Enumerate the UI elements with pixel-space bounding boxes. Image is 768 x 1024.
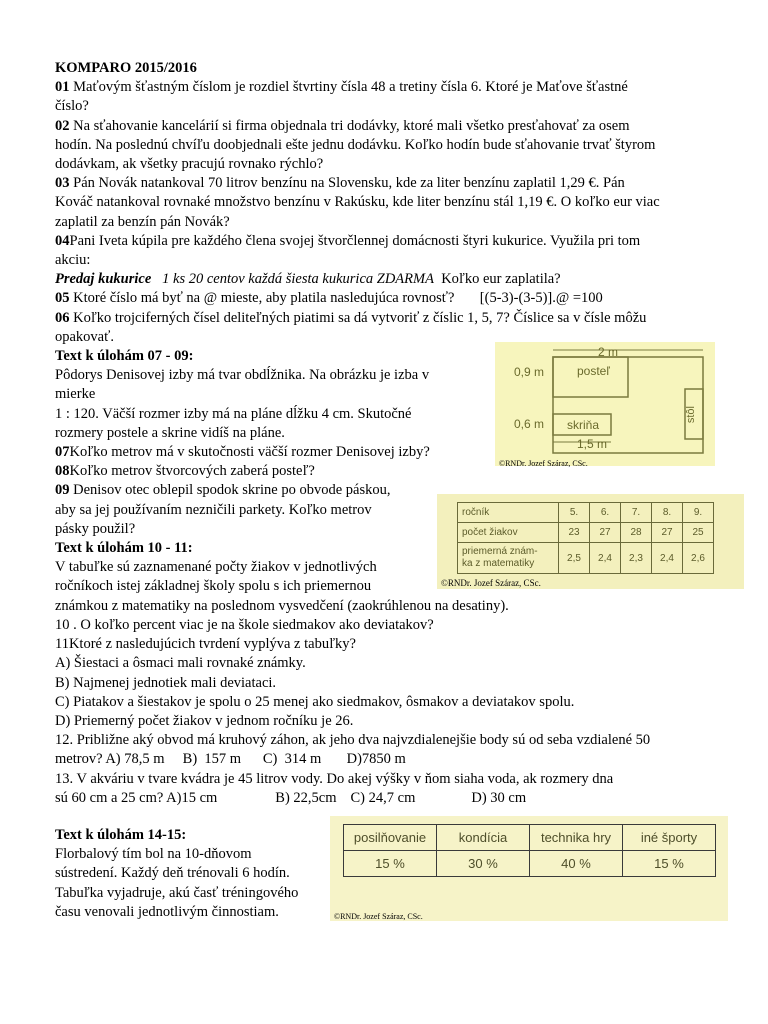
question-01-cont: číslo? — [55, 98, 89, 115]
paragraph-line: Tabuľka vyjadruje, akú časť tréningového — [55, 884, 299, 901]
answer-option-a: sú 60 cm a 25 cm? A)15 cm — [55, 789, 218, 806]
table-cell: 6. — [590, 503, 621, 523]
question-text: Denisov otec oblepil spodok skrine po obvode páskou, — [73, 482, 391, 499]
question-12-options: metrov? A) 78,5 m B) 157 m C) 314 m D)7850 m — [55, 751, 406, 768]
section-heading-07-09: Text k úlohám 07 - 09: — [55, 348, 194, 365]
wardrobe-width-label: 1,5 m — [577, 437, 608, 451]
question-10: 10 . O koľko percent viac je na škole siedmakov ako deviatakov? — [55, 616, 434, 633]
answer-option-c: C) 24,7 cm — [350, 789, 416, 806]
question-text: Maťovým šťastným číslom je rozdiel štvrtiny čísla 48 a tretiny čísla 6. Ktoré je Maťove šťastné — [73, 79, 628, 96]
row-header: ročník — [458, 503, 559, 523]
table-header: technika hry — [530, 825, 623, 851]
promo-title: Predaj kukurice — [55, 271, 152, 288]
table-header: kondícia — [437, 825, 530, 851]
table-row — [458, 523, 714, 543]
paragraph-line: ročníkoch istej základnej školy spolu s ich priemernou — [55, 578, 372, 595]
question-text: Pán Novák natankoval 70 litrov benzínu na Slovensku, kde za liter benzínu zaplatil 1,29 €. Pán — [73, 175, 625, 192]
question-text: Koľko metrov štvorcových zaberá posteľ? — [69, 463, 315, 480]
question-number: 01 — [55, 79, 70, 96]
question-number: 09 — [55, 482, 70, 499]
question-02 — [55, 117, 705, 136]
question-text: Koľko metrov má v skutočnosti väčší rozmer Denisovej izby? — [69, 444, 430, 461]
table-cell: 2,6 — [683, 543, 714, 574]
answer-option-a: A) Šiestaci a ôsmaci mali rovnaké známky. — [55, 655, 306, 672]
answer-option-d: D) Priemerný počet žiakov v jednom ročníku je 26. — [55, 712, 354, 729]
page-title: KOMPARO 2015/2016 — [55, 60, 197, 76]
question-text: Pani Iveta kúpila pre každého člena svojej štvorčlennej domácnosti štyri kukurice. Využila pri tom — [69, 232, 641, 249]
promo-text: 1 ks 20 centov každá šiesta kukurica ZDARMA — [162, 271, 434, 288]
question-05 — [55, 289, 705, 308]
table-cell: 25 — [683, 523, 714, 543]
question-number: 08 — [55, 463, 70, 480]
bed-label: posteľ — [577, 364, 610, 378]
table-cell: 27 — [590, 523, 621, 543]
training-time-table — [343, 824, 716, 877]
question-11: 11Ktoré z nasledujúcich tvrdení vyplýva z tabuľky? — [55, 636, 356, 653]
question-number: 06 — [55, 309, 70, 326]
section-heading-10-11: Text k úlohám 10 - 11: — [55, 540, 193, 557]
question-02-cont: hodín. Na poslednú chvíľu doobjednali ešte jednu dodávku. Koľko hodín bude sťahovanie trvať štyrom — [55, 136, 656, 153]
table-cell: 2,3 — [621, 543, 652, 574]
question-text: Na sťahovanie kancelárií si firma objednala tri dodávky, ktoré mali všetko presťahovať za osem — [73, 117, 630, 134]
question-04 — [55, 232, 705, 251]
question-text: Ktoré číslo má byť na @ mieste, aby platila nasledujúca rovnosť? — [73, 290, 455, 307]
question-03-cont: Kováč natankoval rovnaké množstvo benzínu v Rakúsku, kde liter benzínu stál 1,19 €. O koľko eur viac — [55, 194, 660, 211]
table-row — [458, 543, 714, 574]
paragraph-line: Florbalový tím bol na 10-dňovom — [55, 846, 252, 863]
worksheet — [55, 59, 705, 922]
paragraph-line: 1 : 120. Väčší rozmer izby má na pláne dĺžku 4 cm. Skutočné — [55, 405, 412, 422]
table-cell: 40 % — [530, 851, 623, 877]
table-header: iné športy — [623, 825, 716, 851]
question-number: 03 — [55, 175, 70, 192]
question-04-cont: akciu: — [55, 252, 91, 269]
table-cell: 30 % — [437, 851, 530, 877]
row-header-line: priemerná znám- — [462, 546, 538, 558]
question-number: 04 — [55, 232, 70, 249]
row-header-line: ka z matematiky — [462, 558, 535, 570]
question-text: Koľko eur zaplatila? — [441, 271, 561, 288]
room-plan-figure — [495, 342, 715, 466]
table-cell: 28 — [621, 523, 652, 543]
question-01 — [55, 78, 705, 97]
question-number: 07 — [55, 444, 70, 461]
table-cell: 2,4 — [652, 543, 683, 574]
question-03-cont2: zaplatil za benzín pán Novák? — [55, 213, 230, 230]
question-09-cont: aby sa jej používaním nezničili parkety. Koľko metrov — [55, 501, 372, 518]
table-cell: 5. — [559, 503, 590, 523]
table-cell: 15 % — [623, 851, 716, 877]
class-table-figure — [437, 494, 744, 589]
paragraph-line: rozmery postele a skrine vidíš na pláne. — [55, 424, 285, 441]
table-row — [344, 825, 716, 851]
table-cell: 15 % — [344, 851, 437, 877]
paragraph-line: Pôdorys Denisovej izby má tvar obdĺžnika. Na obrázku je izba v — [55, 367, 430, 384]
question-06 — [55, 309, 705, 328]
wardrobe-depth-label: 0,6 m — [514, 417, 545, 431]
question-13-options — [55, 789, 705, 808]
training-table-figure — [330, 816, 728, 921]
question-09-cont2: pásky použil? — [55, 520, 136, 537]
row-header: počet žiakov — [458, 523, 559, 543]
paragraph-line: V tabuľke sú zaznamenané počty žiakov v jednotlivých — [55, 559, 377, 576]
paragraph-line: známkou z matematiky na poslednom vysvedčení (zaokrúhlenou na desatiny). — [55, 597, 509, 614]
question-text: Koľko trojciferných čísel deliteľných piatimi sa dá vytvoriť z číslic 1, 5, 7? Číslice sa v čísle môžu — [73, 309, 647, 326]
copyright-note: ©RNDr. Jozef Száraz, CSc. — [441, 578, 541, 588]
answer-option-c: C) Piatakov a šiestakov je spolu o 25 menej ako siedmakov, ôsmakov a deviatakov spolu. — [55, 693, 575, 710]
question-12: 12. Približne aký obvod má kruhový záhon, ak jeho dva najvzdialenejšie body sú od seba vzdialené 50 — [55, 732, 651, 749]
table-row — [458, 503, 714, 523]
paragraph-line: sústredení. Každý deň trénovali 6 hodín. — [55, 865, 290, 882]
section-heading-14-15: Text k úlohám 14-15: — [55, 826, 187, 843]
question-13: 13. V akváriu v tvare kvádra je 45 litrov vody. Do akej výšky v ňom siaha voda, ak rozmery dna — [55, 770, 614, 787]
table-header: posilňovanie — [344, 825, 437, 851]
class-stats-table — [457, 502, 714, 574]
copyright-note: ©RNDr. Jozef Száraz, CSc. — [334, 912, 423, 921]
table-cell: 23 — [559, 523, 590, 543]
table-cell: 8. — [652, 503, 683, 523]
question-06-cont: opakovať. — [55, 328, 114, 345]
wardrobe-label: skriňa — [567, 418, 600, 432]
row-header — [458, 543, 559, 574]
answer-option-b: B) Najmenej jednotiek mali deviataci. — [55, 674, 277, 691]
equation: [(5-3)-(3-5)].@ =100 — [479, 290, 603, 307]
answer-option-d: D) 30 cm — [471, 789, 527, 806]
question-04-promo — [55, 270, 705, 289]
table-cell: 27 — [652, 523, 683, 543]
copyright-note: ©RNDr. Jozef Száraz, CSc. — [499, 459, 588, 468]
room-width-label: 2 m — [598, 345, 619, 359]
table-cell: 7. — [621, 503, 652, 523]
question-number: 05 — [55, 290, 70, 307]
table-row — [344, 851, 716, 877]
table-label: stôl — [684, 406, 697, 424]
table-cell: 9. — [683, 503, 714, 523]
question-03 — [55, 174, 705, 193]
paragraph-line: času venovali jednotlivým činnostiam. — [55, 903, 279, 920]
bed-depth-label: 0,9 m — [514, 365, 545, 379]
table-cell: 2,4 — [590, 543, 621, 574]
paragraph-line: mierke — [55, 386, 96, 403]
answer-option-b: B) 22,5cm — [275, 789, 337, 806]
question-number: 02 — [55, 117, 70, 134]
table-cell: 2,5 — [559, 543, 590, 574]
question-02-cont2: dodávkam, ak všetky pracujú rovnako rýchlo? — [55, 156, 324, 173]
